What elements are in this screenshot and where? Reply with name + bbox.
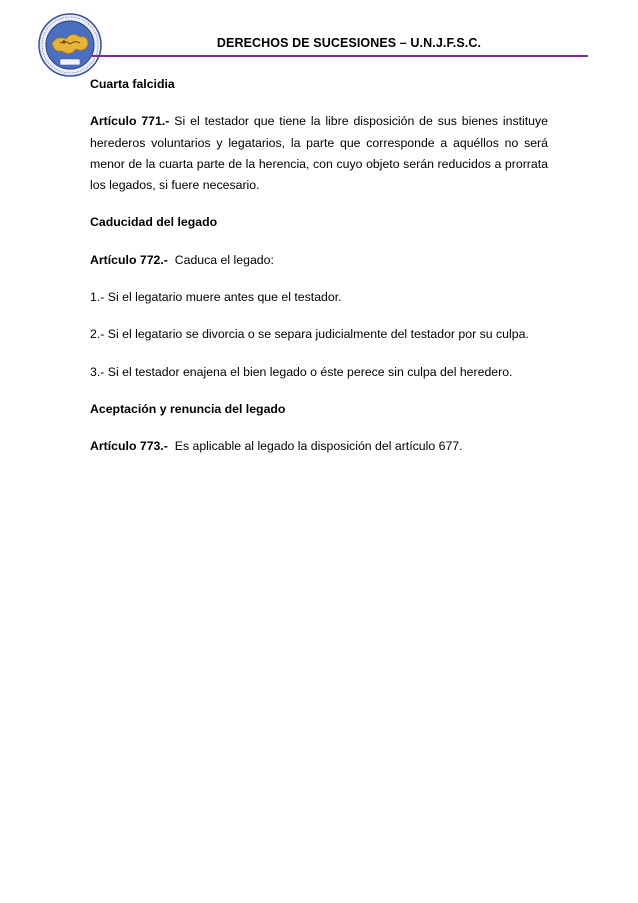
article-771-label: Artículo 771.- [90,114,170,129]
article-773-text: Es aplicable al legado la disposición del artículo 677. [167,439,463,454]
list-item-3: 3.- Si el testador enajena el bien legado o éste perece sin culpa del heredero. [90,364,513,379]
article-772-text: Caduca el legado: [167,252,274,267]
article-773-label: Artículo 773.- [90,439,168,454]
document-body [90,74,548,458]
university-seal-icon [38,13,102,77]
article-773 [90,436,548,457]
article-772-label: Artículo 772.- [90,252,168,267]
header-title: DERECHOS DE SUCESIONES – U.N.J.F.S.C. [216,36,482,50]
section-heading-cuarta-falcidia: Cuarta falcidia [90,77,175,91]
section-heading-caducidad: Caducidad del legado [90,215,218,230]
list-item-1: 1.- Si el legatario muere antes que el testador. [90,290,342,305]
article-771 [90,111,548,196]
article-772 [90,250,548,271]
article-771-text: Si el testador que tiene la libre disposición de sus bienes instituye herederos voluntarios y legatarios, la parte que corresponde a aquéllos no será menor de la cuarta parte de la herencia, con cuyo objeto serán reducidos a prorrata los legados, si fuere necesario. [90,114,549,193]
header-rule [92,55,588,57]
section-heading-aceptacion: Aceptación y renuncia del legado [90,401,286,416]
list-item-2: 2.- Si el legatario se divorcia o se separa judicialmente del testador por su culpa. [90,327,529,342]
